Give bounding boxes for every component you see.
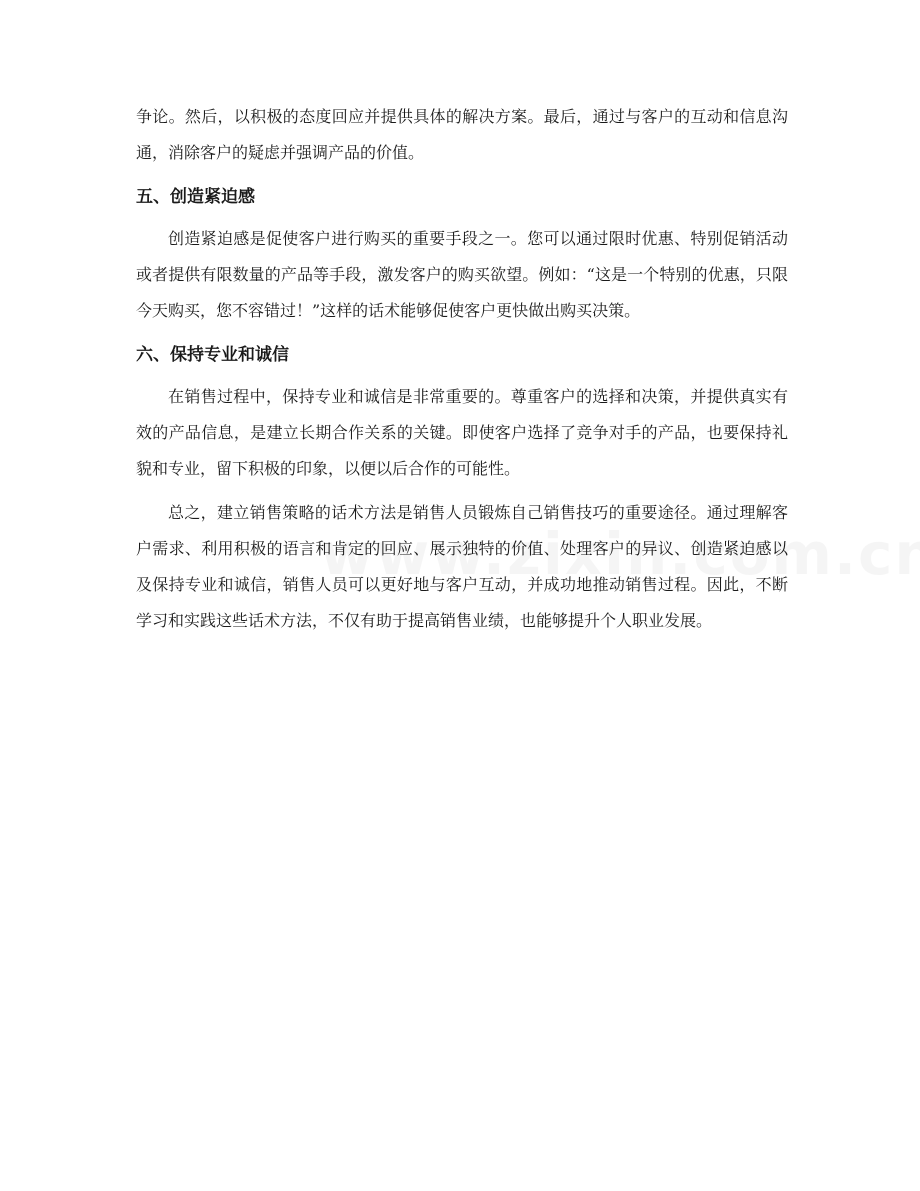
paragraph-objection-continued: 争论。然后，以积极的态度回应并提供具体的解决方案。最后，通过与客户的互动和信息沟通，消除客户的疑虑并强调产品的价值。 bbox=[136, 107, 788, 162]
paragraph-conclusion: 总之，建立销售策略的话术方法是销售人员锻炼自己销售技巧的重要途径。通过理解客户需求、利用积极的语言和肯定的回应、展示独特的价值、处理客户的异议、创造紧迫感以及保持专业和诚信，销售人员可以更好地与客户互动，并成功地推动销售过程。因此，不断学习和实践这些话术方法，不仅有助于提高销售业绩，也能够提升个人职业发展。 bbox=[136, 503, 788, 630]
document-body bbox=[136, 99, 788, 639]
section-heading-urgency: 五、创造紧迫感 bbox=[136, 187, 255, 207]
paragraph-urgency: 创造紧迫感是促使客户进行购买的重要手段之一。您可以通过限时优惠、特别促销活动或者提供有限数量的产品等手段，激发客户的购买欲望。例如：“这是一个特别的优惠，只限今天购买，您不容错过！”这样的话术能够促使客户更快做出购买决策。 bbox=[136, 229, 788, 320]
section-heading-professional: 六、保持专业和诚信 bbox=[136, 345, 289, 365]
paragraph-professional: 在销售过程中，保持专业和诚信是非常重要的。尊重客户的选择和决策，并提供真实有效的产品信息，是建立长期合作关系的关键。即使客户选择了竞争对手的产品，也要保持礼貌和专业，留下积极的印象，以便以后合作的可能性。 bbox=[136, 387, 788, 478]
